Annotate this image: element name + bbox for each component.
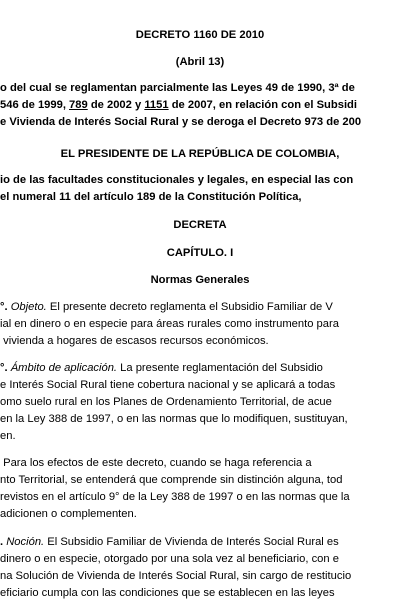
- article-text: La presente reglamentación del Subsidio: [117, 362, 323, 374]
- article-text: El Subsidio Familiar de Vivienda de Interés Social Rural es: [44, 536, 339, 548]
- article-1-line-2: ial en dinero o en especie para áreas rurales como instrumento para: [0, 318, 339, 330]
- article-2-line-4: en la Ley 388 de 1997, o en las normas que lo modifiquen, sustituyan,: [0, 413, 348, 425]
- paragraph-line-2: nto Territorial, se entenderá que comprende sin distinción alguna, tod: [0, 474, 343, 486]
- article-2-line-3: omo suelo rural en los Planes de Ordenamiento Territorial, de acue: [0, 396, 332, 408]
- decreta-heading: DECRETA: [173, 219, 227, 231]
- article-number: °.: [0, 301, 11, 313]
- paragraph-line-3: revistos en el artículo 9° de la Ley 388 de 1997 o en las normas que la: [0, 491, 350, 503]
- article-3-line-2: dinero o en especie, otorgado por una sola vez al beneficiario, con e: [0, 553, 339, 565]
- article-3-line-4: eficiario cumpla con las condiciones que se establecen en las leyes: [0, 587, 335, 599]
- powers-line-2: el numeral 11 del artículo 189 de la Constitución Política,: [0, 191, 302, 203]
- paragraph-line-1: Para los efectos de este decreto, cuando se haga referencia a: [0, 457, 312, 469]
- summary-text: 546 de 1999,: [0, 99, 70, 111]
- powers-line-1: io de las facultades constitucionales y legales, en especial las con: [0, 174, 354, 186]
- summary-line-3: e Vivienda de Interés Social Rural y se deroga el Decreto 973 de 200: [0, 116, 362, 128]
- summary-text: de 2002 y: [87, 99, 145, 111]
- law-1151-link[interactable]: 1151: [144, 99, 169, 111]
- decree-title: DECRETO 1160 DE 2010: [135, 29, 265, 41]
- article-title: Objeto.: [10, 301, 47, 313]
- article-2-line-2: e Interés Social Rural tiene cobertura nacional y se aplicará a todas: [0, 379, 336, 391]
- chapter-heading: CAPÍTULO. I: [166, 247, 234, 259]
- article-number: °.: [0, 362, 11, 374]
- article-text: El presente decreto reglamenta el Subsidio Familiar de V: [46, 301, 333, 313]
- chapter-title: Normas Generales: [150, 274, 250, 286]
- article-3-line-1: [0, 535, 339, 549]
- article-1-line-3: vivienda a hogares de escasos recursos económicos.: [0, 335, 269, 347]
- paragraph-line-4: adicionen o complementen.: [0, 508, 137, 520]
- article-3-line-3: na Solución de Vivienda de Interés Social Rural, sin cargo de restitucio: [0, 570, 352, 582]
- summary-line-2: [0, 98, 357, 112]
- article-title: Ámbito de aplicación.: [10, 362, 118, 374]
- article-1-line-1: [0, 300, 333, 314]
- article-title: Noción.: [6, 536, 45, 548]
- decree-date: (Abril 13): [175, 56, 225, 68]
- summary-text: de 2007, en relación con el Subsidi: [168, 99, 357, 111]
- law-789-link[interactable]: 789: [69, 99, 88, 111]
- article-number: .: [0, 536, 7, 548]
- summary-line-1: o del cual se reglamentan parcialmente las Leyes 49 de 1990, 3ª de: [0, 82, 355, 94]
- authority-heading: EL PRESIDENTE DE LA REPÚBLICA DE COLOMBIA,: [60, 148, 340, 160]
- article-2-line-5: en.: [0, 430, 16, 442]
- article-2-line-1: [0, 361, 323, 375]
